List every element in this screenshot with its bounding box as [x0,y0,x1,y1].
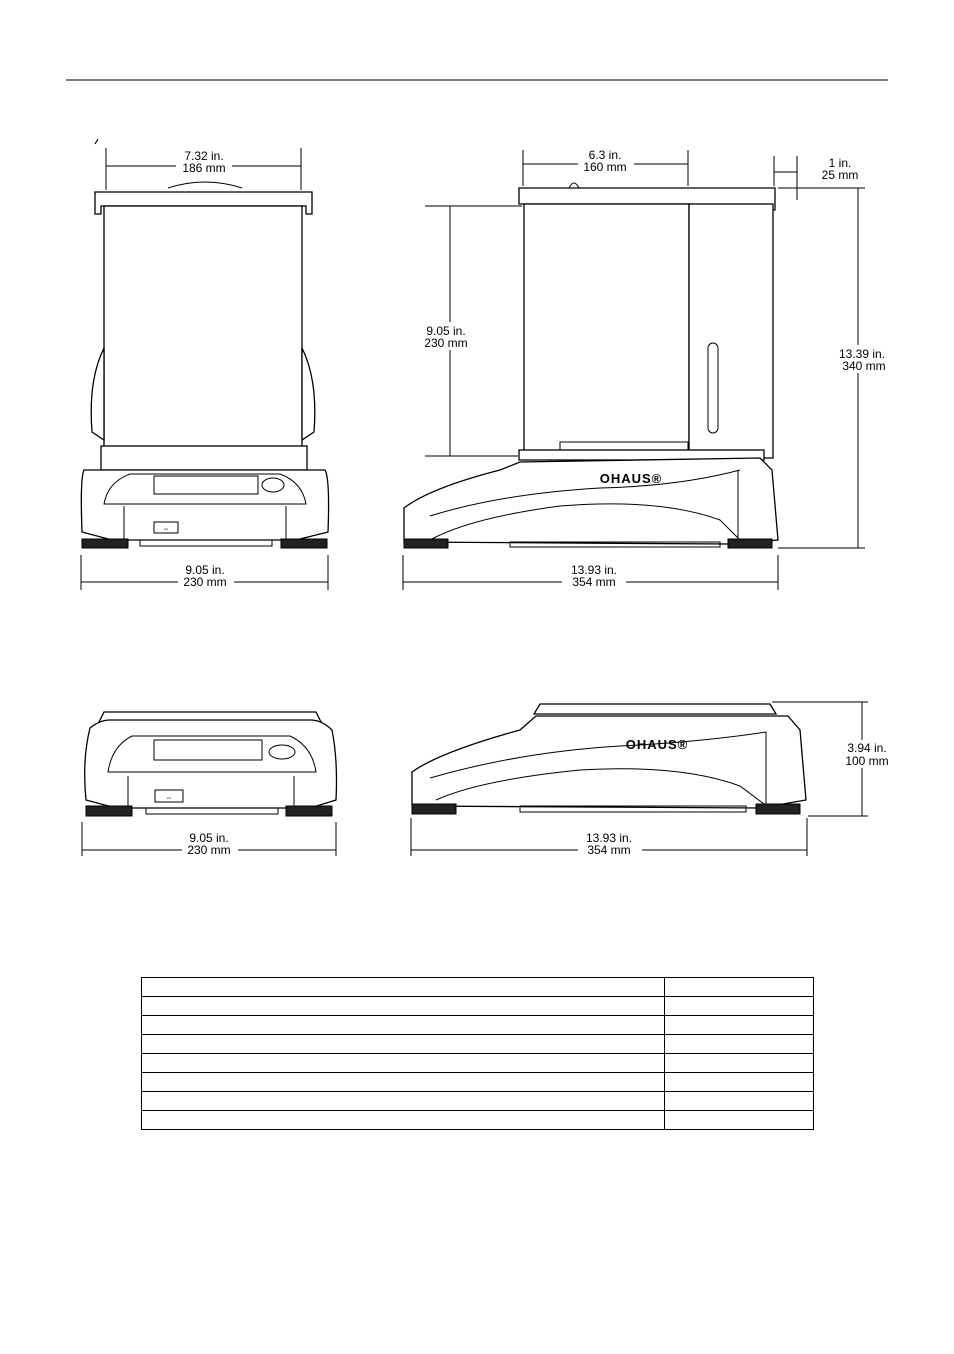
front-view-draftshield [81,182,328,548]
dim-side-depth-top-mm: 160 mm [583,160,627,174]
table-cell-label [142,1054,665,1073]
table-cell-value [665,1111,814,1130]
table-cell-value [665,1073,814,1092]
ohaus-logo-base: OHAUS® [625,737,689,752]
dim-base-height-in: 3.94 in. [847,741,887,755]
dim-side-depth-top-in: 6.3 in. [588,148,622,162]
dim-front-width-in: 9.05 in. [185,563,225,577]
table-cell-value [665,978,814,997]
dim-chamber-height-in: 9.05 in. [426,324,466,338]
side-view-base [412,704,806,814]
dim-base-height-mm: 100 mm [845,754,889,768]
dim-side-depth-top [523,147,688,186]
table-row [142,1054,814,1073]
dim-side-depth-in: 13.93 in. [570,563,618,577]
ohaus-logo-side: OHAUS® [599,471,663,486]
table-row [142,1111,814,1130]
table-row [142,978,814,997]
dim-side-depth [403,555,778,590]
dim-handle-offset-mm: 25 mm [821,168,859,182]
table-row [142,997,814,1016]
table-cell-label [142,1092,665,1111]
dim-front-top-width-in: 7.32 in. [184,149,224,163]
dim-total-height-mm: 340 mm [842,359,886,373]
table-cell-value [665,1035,814,1054]
table-cell-value [665,1092,814,1111]
dim-chamber-height-mm: 230 mm [424,336,468,350]
dim-base-side-depth-in: 13.93 in. [585,831,633,845]
dim-base-front-width-in: 9.05 in. [189,831,229,845]
spec-table [141,977,814,1130]
table-cell-value [665,1016,814,1035]
table-cell-label [142,997,665,1016]
dim-front-top-width [106,147,301,190]
svg-text:⇔: ⇔ [162,526,170,533]
dim-total-height [778,188,888,548]
dim-total-height-in: 13.39 in. [838,347,886,361]
table-cell-value [665,1054,814,1073]
table-cell-label [142,978,665,997]
dim-base-side-depth [411,818,807,857]
table-cell-value [665,997,814,1016]
table-row [142,1016,814,1035]
dim-front-width-mm: 230 mm [183,575,227,589]
svg-text:⇔: ⇔ [165,795,173,802]
dim-base-front-width-mm: 230 mm [187,843,231,857]
table-row [142,1092,814,1111]
table-row [142,1035,814,1054]
dim-base-side-depth-mm: 354 mm [587,843,631,857]
dim-front-width [81,555,328,590]
dim-front-top-width-mm: 186 mm [182,161,226,175]
table-cell-label [142,1035,665,1054]
tick-mark [95,139,98,144]
front-view-base [85,712,337,816]
dim-handle-offset [774,156,858,200]
table-cell-label [142,1111,665,1130]
table-cell-label [142,1073,665,1092]
dim-base-front-width [82,822,336,857]
dim-chamber-height [418,206,522,456]
side-view-draftshield [404,183,778,548]
table-cell-label [142,1016,665,1035]
dim-side-depth-mm: 354 mm [572,575,616,589]
table-row [142,1073,814,1092]
dim-handle-offset-in: 1 in. [828,156,852,170]
